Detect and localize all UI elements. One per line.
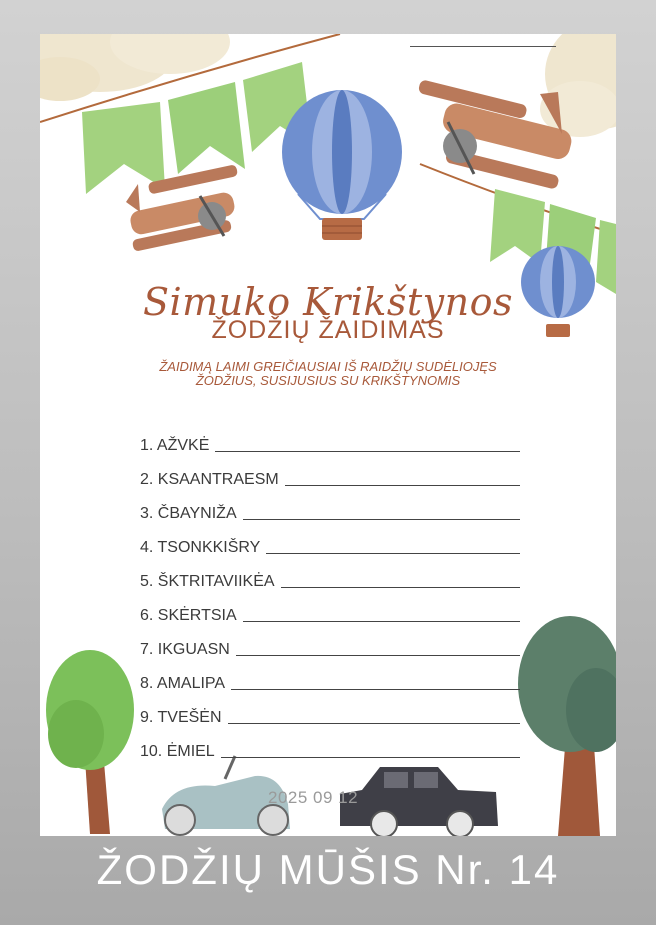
footer-caption: ŽODŽIŲ MŪŠIS Nr. 14 <box>96 846 560 893</box>
word-row <box>140 455 520 489</box>
word-list <box>140 421 520 761</box>
answer-line[interactable] <box>231 689 520 690</box>
answer-line[interactable] <box>243 519 520 520</box>
answer-line[interactable] <box>228 723 520 724</box>
car-illustration <box>340 767 498 836</box>
scrambled-word: 7. IKGUASN <box>140 641 230 658</box>
name-line <box>410 46 556 47</box>
scrambled-word: 9. TVEŠĖN <box>140 709 222 726</box>
instructions <box>138 360 518 388</box>
page-title: Simuko Krikštynos <box>142 280 513 324</box>
scrambled-word: 8. AMALIPA <box>140 675 226 692</box>
answer-line[interactable] <box>243 621 520 622</box>
event-date: 2025 09 12 <box>268 788 359 807</box>
scrambled-word: 5. ŠKTRITAVIIKĖA <box>140 573 275 590</box>
word-row <box>140 625 520 659</box>
word-row <box>140 557 520 591</box>
word-row <box>140 727 520 761</box>
word-row <box>140 523 520 557</box>
scrambled-word: 10. ĖMIEL <box>140 743 215 760</box>
answer-line[interactable] <box>281 587 520 588</box>
cloud-left-illustration <box>40 34 230 101</box>
answer-line[interactable] <box>285 485 520 486</box>
word-row <box>140 421 520 455</box>
game-subtitle: ŽODŽIŲ ŽAIDIMAS <box>211 316 445 344</box>
scrambled-word: 1. AŽVKĖ <box>140 437 210 454</box>
word-row <box>140 591 520 625</box>
tree-left-illustration <box>46 650 134 834</box>
word-row <box>140 693 520 727</box>
cloud-right-illustration <box>540 34 616 137</box>
scrambled-word: 6. SKĖRTSIA <box>140 607 237 624</box>
answer-line[interactable] <box>266 553 520 554</box>
tree-right-illustration <box>518 616 616 836</box>
answer-line[interactable] <box>221 757 520 758</box>
hot-air-balloon-large-illustration <box>282 90 402 240</box>
answer-line[interactable] <box>215 451 520 452</box>
word-row <box>140 659 520 693</box>
game-card <box>40 34 616 836</box>
scrambled-word: 3. ČBAYNIŽA <box>140 505 237 522</box>
scrambled-word: 4. TSONKKIŠRY <box>140 539 261 556</box>
answer-line[interactable] <box>236 655 520 656</box>
instruction-line-1: ŽAIDIMĄ LAIMI GREIČIAUSIAI IŠ RAIDŽIŲ SUDĖLIOJĘS <box>159 359 497 374</box>
scrambled-word: 2. KSAANTRAESM <box>140 471 279 488</box>
instruction-line-2: ŽODŽIUS, SUSIJUSIUS SU KRIKŠTYNOMIS <box>195 373 461 388</box>
word-row <box>140 489 520 523</box>
airplane-left-illustration <box>126 164 238 252</box>
